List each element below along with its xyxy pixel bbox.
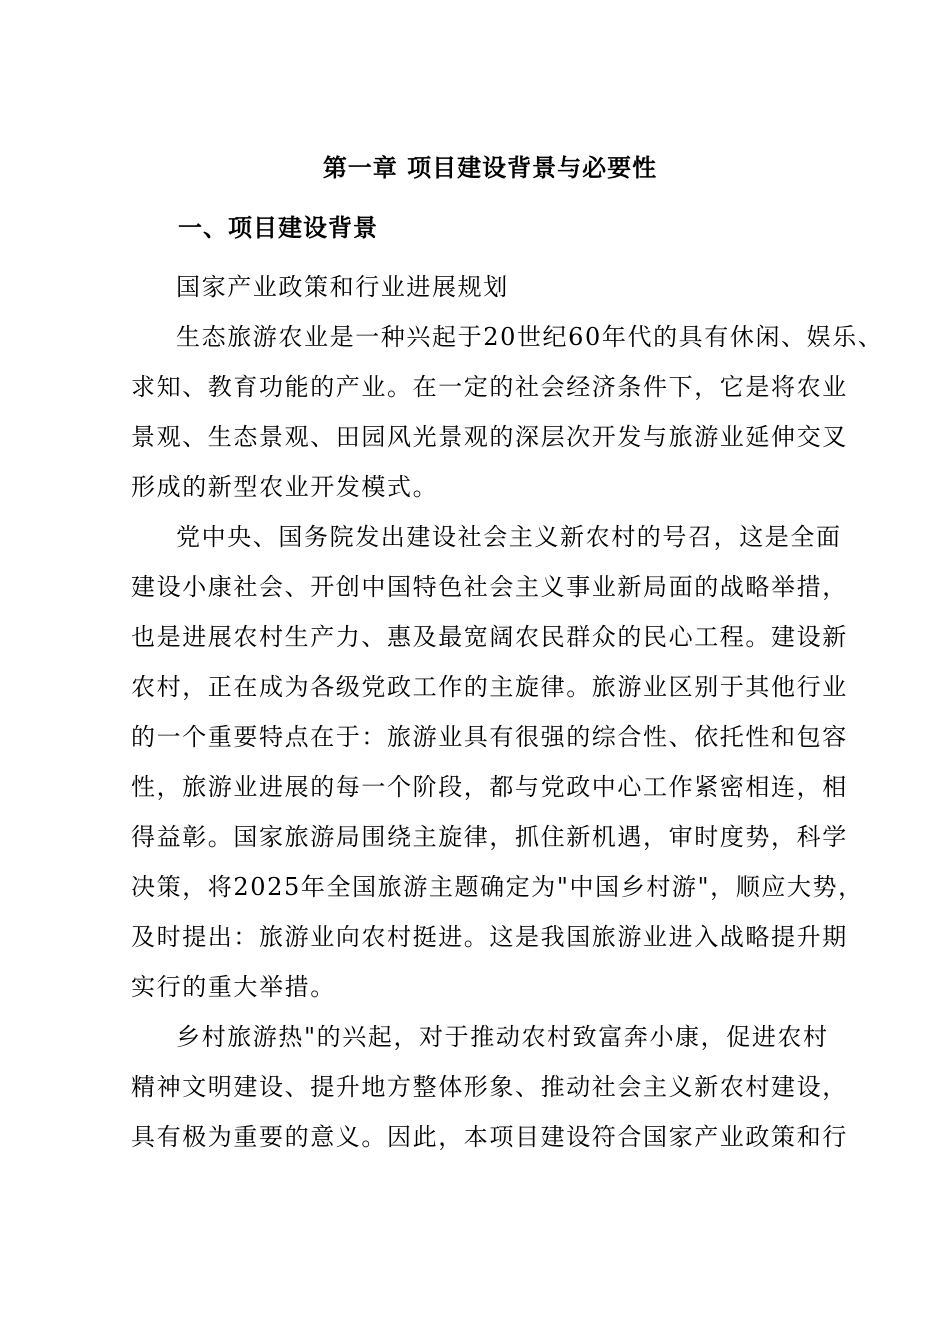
section-title: 一、项目建设背景 <box>178 214 378 242</box>
paragraph-1-line-4: 形成的新型农业开发模式。 <box>131 473 439 501</box>
chapter-title: 第一章 项目建设背景与必要性 <box>322 154 658 182</box>
paragraph-1-line-1: 生态旅游农业是一种兴起于20世纪60年代的具有休闲、娱乐、 <box>176 323 884 351</box>
paragraph-1-line-2: 求知、教育功能的产业。在一定的社会经济条件下，它是将农业 <box>131 373 848 401</box>
paragraph-2-line-3: 也是进展农村生产力、惠及最宽阔农民群众的民心工程。建设新 <box>131 623 848 651</box>
paragraph-3-line-1: 乡村旅游热"的兴起，对于推动农村致富奔小康，促进农村 <box>176 1023 829 1051</box>
paragraph-2-line-5: 的一个重要特点在于：旅游业具有很强的综合性、依托性和包容 <box>131 723 848 751</box>
paragraph-2-line-2: 建设小康社会、开创中国特色社会主义事业新局面的战略举措， <box>131 573 848 601</box>
paragraph-1-line-3: 景观、生态景观、田园风光景观的深层次开发与旅游业延伸交叉 <box>131 423 848 451</box>
paragraph-2-line-6: 性，旅游业进展的每一个阶段，都与党政中心工作紧密相连，相 <box>131 773 848 801</box>
paragraph-2-line-9: 及时提出：旅游业向农村挺进。这是我国旅游业进入战略提升期 <box>131 923 848 951</box>
paragraph-2-line-4: 农村，正在成为各级党政工作的主旋律。旅游业区别于其他行业 <box>131 673 848 701</box>
paragraph-2-line-1: 党中央、国务院发出建设社会主义新农村的号召，这是全面 <box>176 523 842 551</box>
paragraph-2-line-7: 得益彰。国家旅游局围绕主旋律，抓住新机遇，审时度势，科学 <box>131 823 848 851</box>
paragraph-3-line-2: 精神文明建设、提升地方整体形象、推动社会主义新农村建设， <box>131 1073 848 1101</box>
paragraph-3-line-3: 具有极为重要的意义。因此，本项目建设符合国家产业政策和行 <box>131 1123 848 1151</box>
paragraph-2-line-8: 决策，将2025年全国旅游主题确定为"中国乡村游"，顺应大势， <box>131 873 864 901</box>
paragraph-2-line-10: 实行的重大举措。 <box>131 973 336 1001</box>
subheading: 国家产业政策和行业进展规划 <box>176 273 509 301</box>
